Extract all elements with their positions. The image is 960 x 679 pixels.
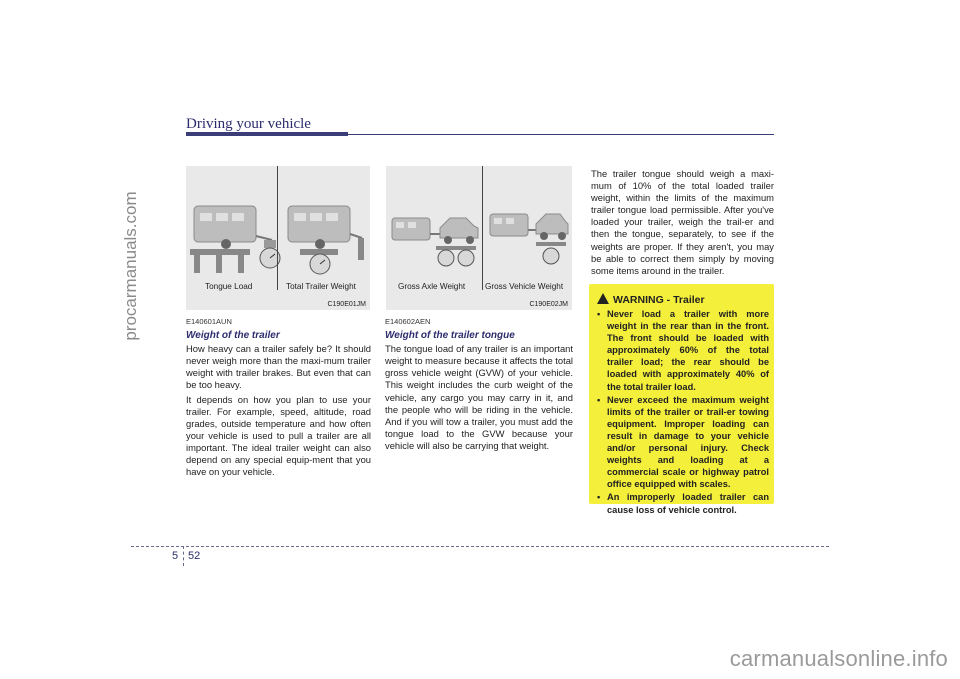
warning-heading [597,292,705,306]
header-rule [348,134,774,135]
body-paragraph: It depends on how you plan to use your trailer. For example, speed, altitude, road grades, outside temperature and how often your vehicle is used to pull a trailer are all important. The ideal trailer weight can also depend on any special equip-ment that you have on your vehicle. [186,393,371,478]
footer-rule [131,546,829,547]
bottom-watermark: carmanualsonline.info [729,646,948,671]
body-paragraph: How heavy can a trailer safely be? It should never weigh more than the maxi-mum trailer weight with trailer brakes. But even that can be too heavy. [186,343,371,391]
footer-separator [183,546,184,566]
figure-trailer-weights [186,166,370,310]
section-heading: Weight of the trailer tongue [385,330,515,342]
figure-code: C190E02JM [529,301,568,308]
section-code: E140602AEN [385,317,431,326]
figure-divider [482,166,483,290]
section-tongue-weight-guidance [591,168,774,277]
side-watermark-text: procarmanuals.com [121,191,140,341]
warning-title: WARNING - Trailer [613,294,705,306]
body-paragraph: The trailer tongue should weigh a maxi-mum of 10% of the total loaded trailer weight, within the limits of the maximum trailer tongue load permissible. After you've loaded your trailer, weigh the trail-er and then the tongue, separately, to see if the weights are proper. If they aren't, you may be able to correct them simply by moving some items around in the trailer. [591,168,774,276]
section-code: E140601AUN [186,317,232,326]
section-heading: Weight of the trailer [186,330,280,342]
figure-code: C190E01JM [327,301,366,308]
figure-label-total-trailer-weight: Total Trailer Weight [286,282,356,291]
warning-item: • An improperly loaded trailer can cause loss of vehicle control. [595,491,769,515]
figure-divider [277,166,278,290]
warning-item: • Never exceed the maximum weight limits of the trailer or trail-er towing equipment. Improper loading can result in damage to your vehicle and/or personal injury. Check weights and loading at a commercial scale or highway patrol office equipped with scales. [595,394,769,491]
figure-vehicle-weights [386,166,572,310]
page-section-title: Driving your vehicle [186,116,311,132]
figure-label-gross-vehicle-weight: Gross Vehicle Weight [485,282,564,291]
section-weight-of-trailer [186,316,371,478]
warning-item: • Never load a trailer with more weight in the rear than in the front. The front should be loaded with approximately 60% of the total trailer load; the rear should be loaded with approximately 40% of the total trailer load. [595,308,769,393]
body-paragraph: The tongue load of any trailer is an important weight to measure because it affects the total gross vehicle weight (GVW) of your vehicle. This weight includes the curb weight of the vehicle, any cargo you may carry in it, and the people who will be riding in the vehicle. And if you will tow a trailer, you must add the tongue load to the GVW because your vehicle will also be carrying that weight. [385,343,573,451]
warning-triangle-icon [597,293,609,304]
figure-label-tongue-load: Tongue Load [205,282,253,291]
section-weight-of-tongue [385,316,573,452]
page-number: 52 [188,550,201,562]
warning-box [589,284,774,515]
chapter-number: 5 [172,550,179,562]
warning-list [595,308,769,517]
figure-label-gross-axle-weight: Gross Axle Weight [398,282,466,291]
header-bar [186,132,348,136]
